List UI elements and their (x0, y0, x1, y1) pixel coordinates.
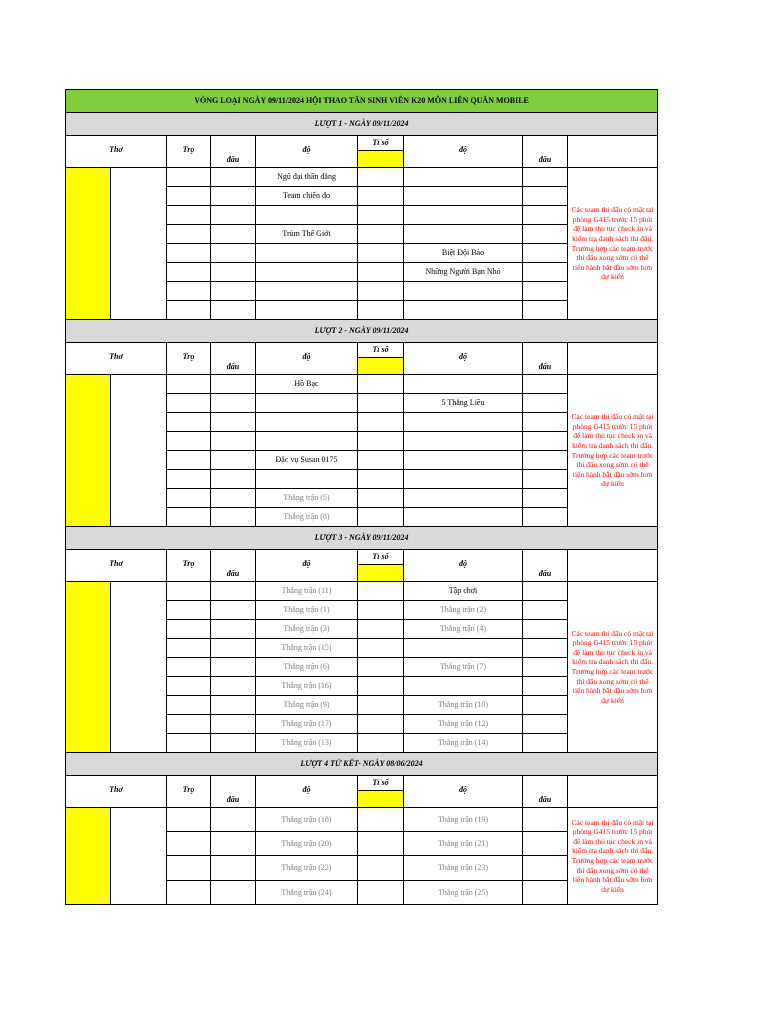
score-cell[interactable] (358, 715, 404, 734)
team1-cell[interactable] (256, 394, 358, 413)
team2-cell[interactable] (404, 301, 523, 320)
match-cell[interactable] (211, 696, 256, 715)
team2-cell[interactable]: Thắng trận (4) (404, 620, 523, 639)
match-cell[interactable] (211, 620, 256, 639)
header-referee[interactable]: Trọ (167, 776, 211, 808)
match2-cell[interactable] (523, 808, 568, 832)
time-detail-cell[interactable] (111, 375, 167, 527)
referee-cell[interactable] (167, 620, 211, 639)
team1-cell[interactable] (256, 470, 358, 489)
team1-cell[interactable]: Thắng trận (6) (256, 658, 358, 677)
header-referee[interactable]: Trọ (167, 136, 211, 168)
team2-cell[interactable] (404, 451, 523, 470)
team1-cell[interactable] (256, 263, 358, 282)
header-match[interactable]: đấu (211, 550, 256, 582)
team1-cell[interactable]: Thắng trận (5) (256, 489, 358, 508)
team1-cell[interactable]: Thắng trận (24) (256, 881, 358, 905)
referee-cell[interactable] (167, 508, 211, 527)
score-cell[interactable] (358, 432, 404, 451)
referee-cell[interactable] (167, 470, 211, 489)
team2-cell[interactable]: Biệt Đội Bảo (404, 244, 523, 263)
match2-cell[interactable] (523, 301, 568, 320)
match-cell[interactable] (211, 282, 256, 301)
match-cell[interactable] (211, 508, 256, 527)
match-cell[interactable] (211, 413, 256, 432)
match2-cell[interactable] (523, 489, 568, 508)
team2-cell[interactable] (404, 489, 523, 508)
score-cell[interactable] (358, 470, 404, 489)
match-cell[interactable] (211, 832, 256, 856)
referee-cell[interactable] (167, 677, 211, 696)
header-team1[interactable]: độ (256, 343, 358, 375)
time-detail-cell[interactable] (111, 168, 167, 320)
match2-cell[interactable] (523, 658, 568, 677)
team2-cell[interactable]: Tập chơi (404, 582, 523, 601)
time-detail-cell[interactable] (111, 808, 167, 905)
match-cell[interactable] (211, 734, 256, 753)
team2-cell[interactable] (404, 187, 523, 206)
time-cell[interactable] (66, 808, 111, 905)
match2-cell[interactable] (523, 508, 568, 527)
match2-cell[interactable] (523, 639, 568, 658)
referee-cell[interactable] (167, 206, 211, 225)
score-cell[interactable] (358, 620, 404, 639)
time-cell[interactable] (66, 375, 111, 527)
time-detail-cell[interactable] (111, 582, 167, 753)
team1-cell[interactable]: Thắng trận (8) (256, 508, 358, 527)
score-highlight (358, 564, 403, 581)
team1-cell[interactable]: Thắng trận (13) (256, 734, 358, 753)
team2-cell[interactable] (404, 413, 523, 432)
referee-cell[interactable] (167, 168, 211, 187)
score-cell[interactable] (358, 696, 404, 715)
note-cell[interactable] (568, 375, 658, 527)
match2-cell[interactable] (523, 168, 568, 187)
score-cell[interactable] (358, 225, 404, 244)
referee-cell[interactable] (167, 489, 211, 508)
note-text: Các team thi đấu có mặt tại phòng G415 trước 15 phút để làm thủ tục check in và kiểm tra danh sách thi đấu. Trường hợp các team trước thi đấu xong sớm có thể tiến hành bắt đầu sớm hơn dự kiến (571, 817, 654, 894)
match2-cell[interactable] (523, 470, 568, 489)
header-score-label: Tỉ số (372, 345, 389, 354)
note-text: Các team thi đấu có mặt tại phòng G415 trước 15 phút để làm thủ tục check in và kiểm tra danh sách thi đấu. Trường hợp các team trước thi đấu xong sớm có thể tiến hành bắt đầu sớm hơn dự kiến (571, 412, 654, 489)
score-cell[interactable] (358, 282, 404, 301)
match2-cell[interactable] (523, 263, 568, 282)
header-team2[interactable]: độ (404, 343, 523, 375)
match-cell[interactable] (211, 244, 256, 263)
note-text: Các team thi đấu có mặt tại phòng G415 trước 15 phút để làm thủ tục check in và kiểm tra danh sách thi đấu. Trường hợp các team trước thi đấu xong sớm có thể tiến hành bắt đầu sớm hơn dự kiến (571, 628, 654, 705)
match2-cell[interactable] (523, 394, 568, 413)
team1-cell[interactable]: Hồ Bạc (256, 375, 358, 394)
score-cell[interactable] (358, 677, 404, 696)
score-cell[interactable] (358, 187, 404, 206)
referee-cell[interactable] (167, 856, 211, 881)
score-highlight (358, 357, 403, 374)
header-time[interactable]: Thơ (66, 550, 167, 582)
team2-cell[interactable] (404, 206, 523, 225)
team2-cell[interactable]: Thắng trận (10) (404, 696, 523, 715)
score-cell[interactable] (358, 734, 404, 753)
referee-cell[interactable] (167, 881, 211, 905)
header-team1[interactable]: độ (256, 550, 358, 582)
team2-cell[interactable]: Thắng trận (19) (404, 808, 523, 832)
note-cell[interactable] (568, 808, 658, 905)
team1-cell[interactable]: Thắng trận (3) (256, 620, 358, 639)
match2-cell[interactable] (523, 881, 568, 905)
header-match2[interactable]: đấu (523, 550, 568, 582)
score-cell[interactable] (358, 881, 404, 905)
header-team2[interactable]: độ (404, 550, 523, 582)
team2-cell[interactable] (404, 225, 523, 244)
team2-cell[interactable] (404, 470, 523, 489)
header-score-label: Tỉ số (372, 552, 389, 561)
header-score[interactable] (358, 136, 404, 168)
team1-cell[interactable] (256, 413, 358, 432)
match-cell[interactable] (211, 677, 256, 696)
referee-cell[interactable] (167, 225, 211, 244)
team2-cell[interactable]: Thắng trận (12) (404, 715, 523, 734)
match2-cell[interactable] (523, 696, 568, 715)
team1-cell[interactable]: Thắng trận (11) (256, 582, 358, 601)
team2-cell[interactable] (404, 508, 523, 527)
match-cell[interactable] (211, 856, 256, 881)
header-score[interactable] (358, 776, 404, 808)
match2-cell[interactable] (523, 225, 568, 244)
header-team2[interactable]: độ (404, 136, 523, 168)
team1-cell[interactable]: Thắng trận (16) (256, 677, 358, 696)
score-cell[interactable] (358, 808, 404, 832)
match-cell[interactable] (211, 206, 256, 225)
header-team1[interactable]: độ (256, 136, 358, 168)
referee-cell[interactable] (167, 696, 211, 715)
team2-cell[interactable]: 5 Thằng Liều (404, 394, 523, 413)
referee-cell[interactable] (167, 282, 211, 301)
score-cell[interactable] (358, 639, 404, 658)
team2-cell[interactable]: Thắng trận (23) (404, 856, 523, 881)
referee-cell[interactable] (167, 808, 211, 832)
header-time[interactable]: Thơ (66, 136, 167, 168)
header-team2[interactable]: độ (404, 776, 523, 808)
team1-cell[interactable]: Thắng trận (1) (256, 601, 358, 620)
score-cell[interactable] (358, 394, 404, 413)
match-cell[interactable] (211, 582, 256, 601)
team1-cell[interactable]: Team chiến đo (256, 187, 358, 206)
referee-cell[interactable] (167, 582, 211, 601)
header-score-label: Tỉ số (372, 138, 389, 147)
referee-cell[interactable] (167, 375, 211, 394)
score-cell[interactable] (358, 489, 404, 508)
match-cell[interactable] (211, 881, 256, 905)
team1-cell[interactable] (256, 432, 358, 451)
match2-cell[interactable] (523, 734, 568, 753)
header-match[interactable]: đấu (211, 343, 256, 375)
score-cell[interactable] (358, 582, 404, 601)
team2-cell[interactable] (404, 677, 523, 696)
score-cell[interactable] (358, 413, 404, 432)
match-cell[interactable] (211, 225, 256, 244)
match-cell[interactable] (211, 808, 256, 832)
team1-cell[interactable]: Trùm Thế Giới (256, 225, 358, 244)
header-blank[interactable] (568, 550, 658, 582)
team2-cell[interactable] (404, 168, 523, 187)
referee-cell[interactable] (167, 601, 211, 620)
header-score[interactable] (358, 550, 404, 582)
header-time[interactable]: Thơ (66, 343, 167, 375)
time-cell[interactable] (66, 168, 111, 320)
score-cell[interactable] (358, 206, 404, 225)
match2-cell[interactable] (523, 715, 568, 734)
round-label[interactable]: LƯỢT 2 - NGÀY 09/11/2024 (66, 320, 658, 343)
match-cell[interactable] (211, 601, 256, 620)
team2-cell[interactable]: Thắng trận (14) (404, 734, 523, 753)
header-blank[interactable] (568, 776, 658, 808)
round-label[interactable]: LƯỢT 1 - NGÀY 09/11/2024 (66, 113, 658, 136)
header-score[interactable] (358, 343, 404, 375)
match2-cell[interactable] (523, 620, 568, 639)
score-cell[interactable] (358, 301, 404, 320)
header-blank[interactable] (568, 343, 658, 375)
round-label[interactable]: LƯỢT 3 - NGÀY 09/11/2024 (66, 527, 658, 550)
referee-cell[interactable] (167, 244, 211, 263)
match2-cell[interactable] (523, 677, 568, 696)
team1-cell[interactable]: Thắng trận (18) (256, 808, 358, 832)
match-cell[interactable] (211, 639, 256, 658)
match2-cell[interactable] (523, 601, 568, 620)
match2-cell[interactable] (523, 375, 568, 394)
match-cell[interactable] (211, 470, 256, 489)
header-score-label: Tỉ số (372, 778, 389, 787)
match-cell[interactable] (211, 263, 256, 282)
note-text: Các team thi đấu có mặt tại phòng G415 trước 15 phút để làm thủ tục check in và kiểm tra danh sách thi đấu. Trường hợp các team trước thi đấu xong sớm có thể tiến hành bắt đầu sớm hơn dự kiến (571, 205, 654, 282)
note-cell[interactable] (568, 168, 658, 320)
referee-cell[interactable] (167, 451, 211, 470)
referee-cell[interactable] (167, 734, 211, 753)
score-cell[interactable] (358, 658, 404, 677)
match2-cell[interactable] (523, 206, 568, 225)
schedule-sheet (65, 89, 658, 905)
header-time[interactable]: Thơ (66, 776, 167, 808)
header-team1[interactable]: độ (256, 776, 358, 808)
match-cell[interactable] (211, 168, 256, 187)
header-match2[interactable]: đấu (523, 776, 568, 808)
time-cell[interactable] (66, 582, 111, 753)
referee-cell[interactable] (167, 715, 211, 734)
referee-cell[interactable] (167, 432, 211, 451)
referee-cell[interactable] (167, 658, 211, 677)
match2-cell[interactable] (523, 187, 568, 206)
match-cell[interactable] (211, 394, 256, 413)
referee-cell[interactable] (167, 301, 211, 320)
team1-cell[interactable]: Thắng trận (15) (256, 639, 358, 658)
header-referee[interactable]: Trọ (167, 550, 211, 582)
referee-cell[interactable] (167, 263, 211, 282)
team1-cell[interactable]: Thắng trận (9) (256, 696, 358, 715)
match-cell[interactable] (211, 301, 256, 320)
team2-cell[interactable]: Thắng trận (25) (404, 881, 523, 905)
score-cell[interactable] (358, 263, 404, 282)
score-cell[interactable] (358, 375, 404, 394)
team1-cell[interactable] (256, 301, 358, 320)
referee-cell[interactable] (167, 639, 211, 658)
team1-cell[interactable]: Đặc vụ Susan 0175 (256, 451, 358, 470)
match-cell[interactable] (211, 375, 256, 394)
score-cell[interactable] (358, 451, 404, 470)
referee-cell[interactable] (167, 187, 211, 206)
match-cell[interactable] (211, 715, 256, 734)
match-cell[interactable] (211, 489, 256, 508)
score-cell[interactable] (358, 832, 404, 856)
match2-cell[interactable] (523, 451, 568, 470)
referee-cell[interactable] (167, 832, 211, 856)
score-cell[interactable] (358, 244, 404, 263)
team2-cell[interactable] (404, 375, 523, 394)
team1-cell[interactable] (256, 282, 358, 301)
team2-cell[interactable] (404, 432, 523, 451)
score-cell[interactable] (358, 508, 404, 527)
match2-cell[interactable] (523, 244, 568, 263)
match2-cell[interactable] (523, 413, 568, 432)
team1-cell[interactable] (256, 244, 358, 263)
note-cell[interactable] (568, 582, 658, 753)
match2-cell[interactable] (523, 582, 568, 601)
match-cell[interactable] (211, 658, 256, 677)
score-cell[interactable] (358, 856, 404, 881)
team1-cell[interactable]: Ngũ đại thần đằng (256, 168, 358, 187)
score-cell[interactable] (358, 168, 404, 187)
header-match[interactable]: đấu (211, 776, 256, 808)
score-highlight (358, 790, 403, 807)
referee-cell[interactable] (167, 413, 211, 432)
match-cell[interactable] (211, 432, 256, 451)
match2-cell[interactable] (523, 856, 568, 881)
match2-cell[interactable] (523, 432, 568, 451)
match-cell[interactable] (211, 451, 256, 470)
round-label[interactable]: LƯỢT 4 TỨ KẾT- NGÀY 08/06/2024 (66, 753, 658, 776)
match2-cell[interactable] (523, 832, 568, 856)
header-match[interactable]: đấu (211, 136, 256, 168)
team2-cell[interactable] (404, 282, 523, 301)
team1-cell[interactable]: Thắng trận (20) (256, 832, 358, 856)
match-cell[interactable] (211, 187, 256, 206)
header-match2[interactable]: đấu (523, 343, 568, 375)
sheet-title[interactable]: VÒNG LOẠI NGÀY 09/11/2024 HỘI THAO TÂN SINH VIÊN K20 MÔN LIÊN QUÂN MOBILE (66, 90, 658, 113)
referee-cell[interactable] (167, 394, 211, 413)
team2-cell[interactable] (404, 639, 523, 658)
team1-cell[interactable] (256, 206, 358, 225)
team2-cell[interactable]: Thắng trận (2) (404, 601, 523, 620)
team2-cell[interactable]: Thắng trận (7) (404, 658, 523, 677)
header-blank[interactable] (568, 136, 658, 168)
match2-cell[interactable] (523, 282, 568, 301)
team1-cell[interactable]: Thắng trận (22) (256, 856, 358, 881)
score-cell[interactable] (358, 601, 404, 620)
header-referee[interactable]: Trọ (167, 343, 211, 375)
header-match2[interactable]: đấu (523, 136, 568, 168)
score-highlight (358, 150, 403, 167)
team2-cell[interactable]: Thắng trận (21) (404, 832, 523, 856)
team1-cell[interactable]: Thắng trận (17) (256, 715, 358, 734)
team2-cell[interactable]: Những Người Bạn Nhỏ (404, 263, 523, 282)
